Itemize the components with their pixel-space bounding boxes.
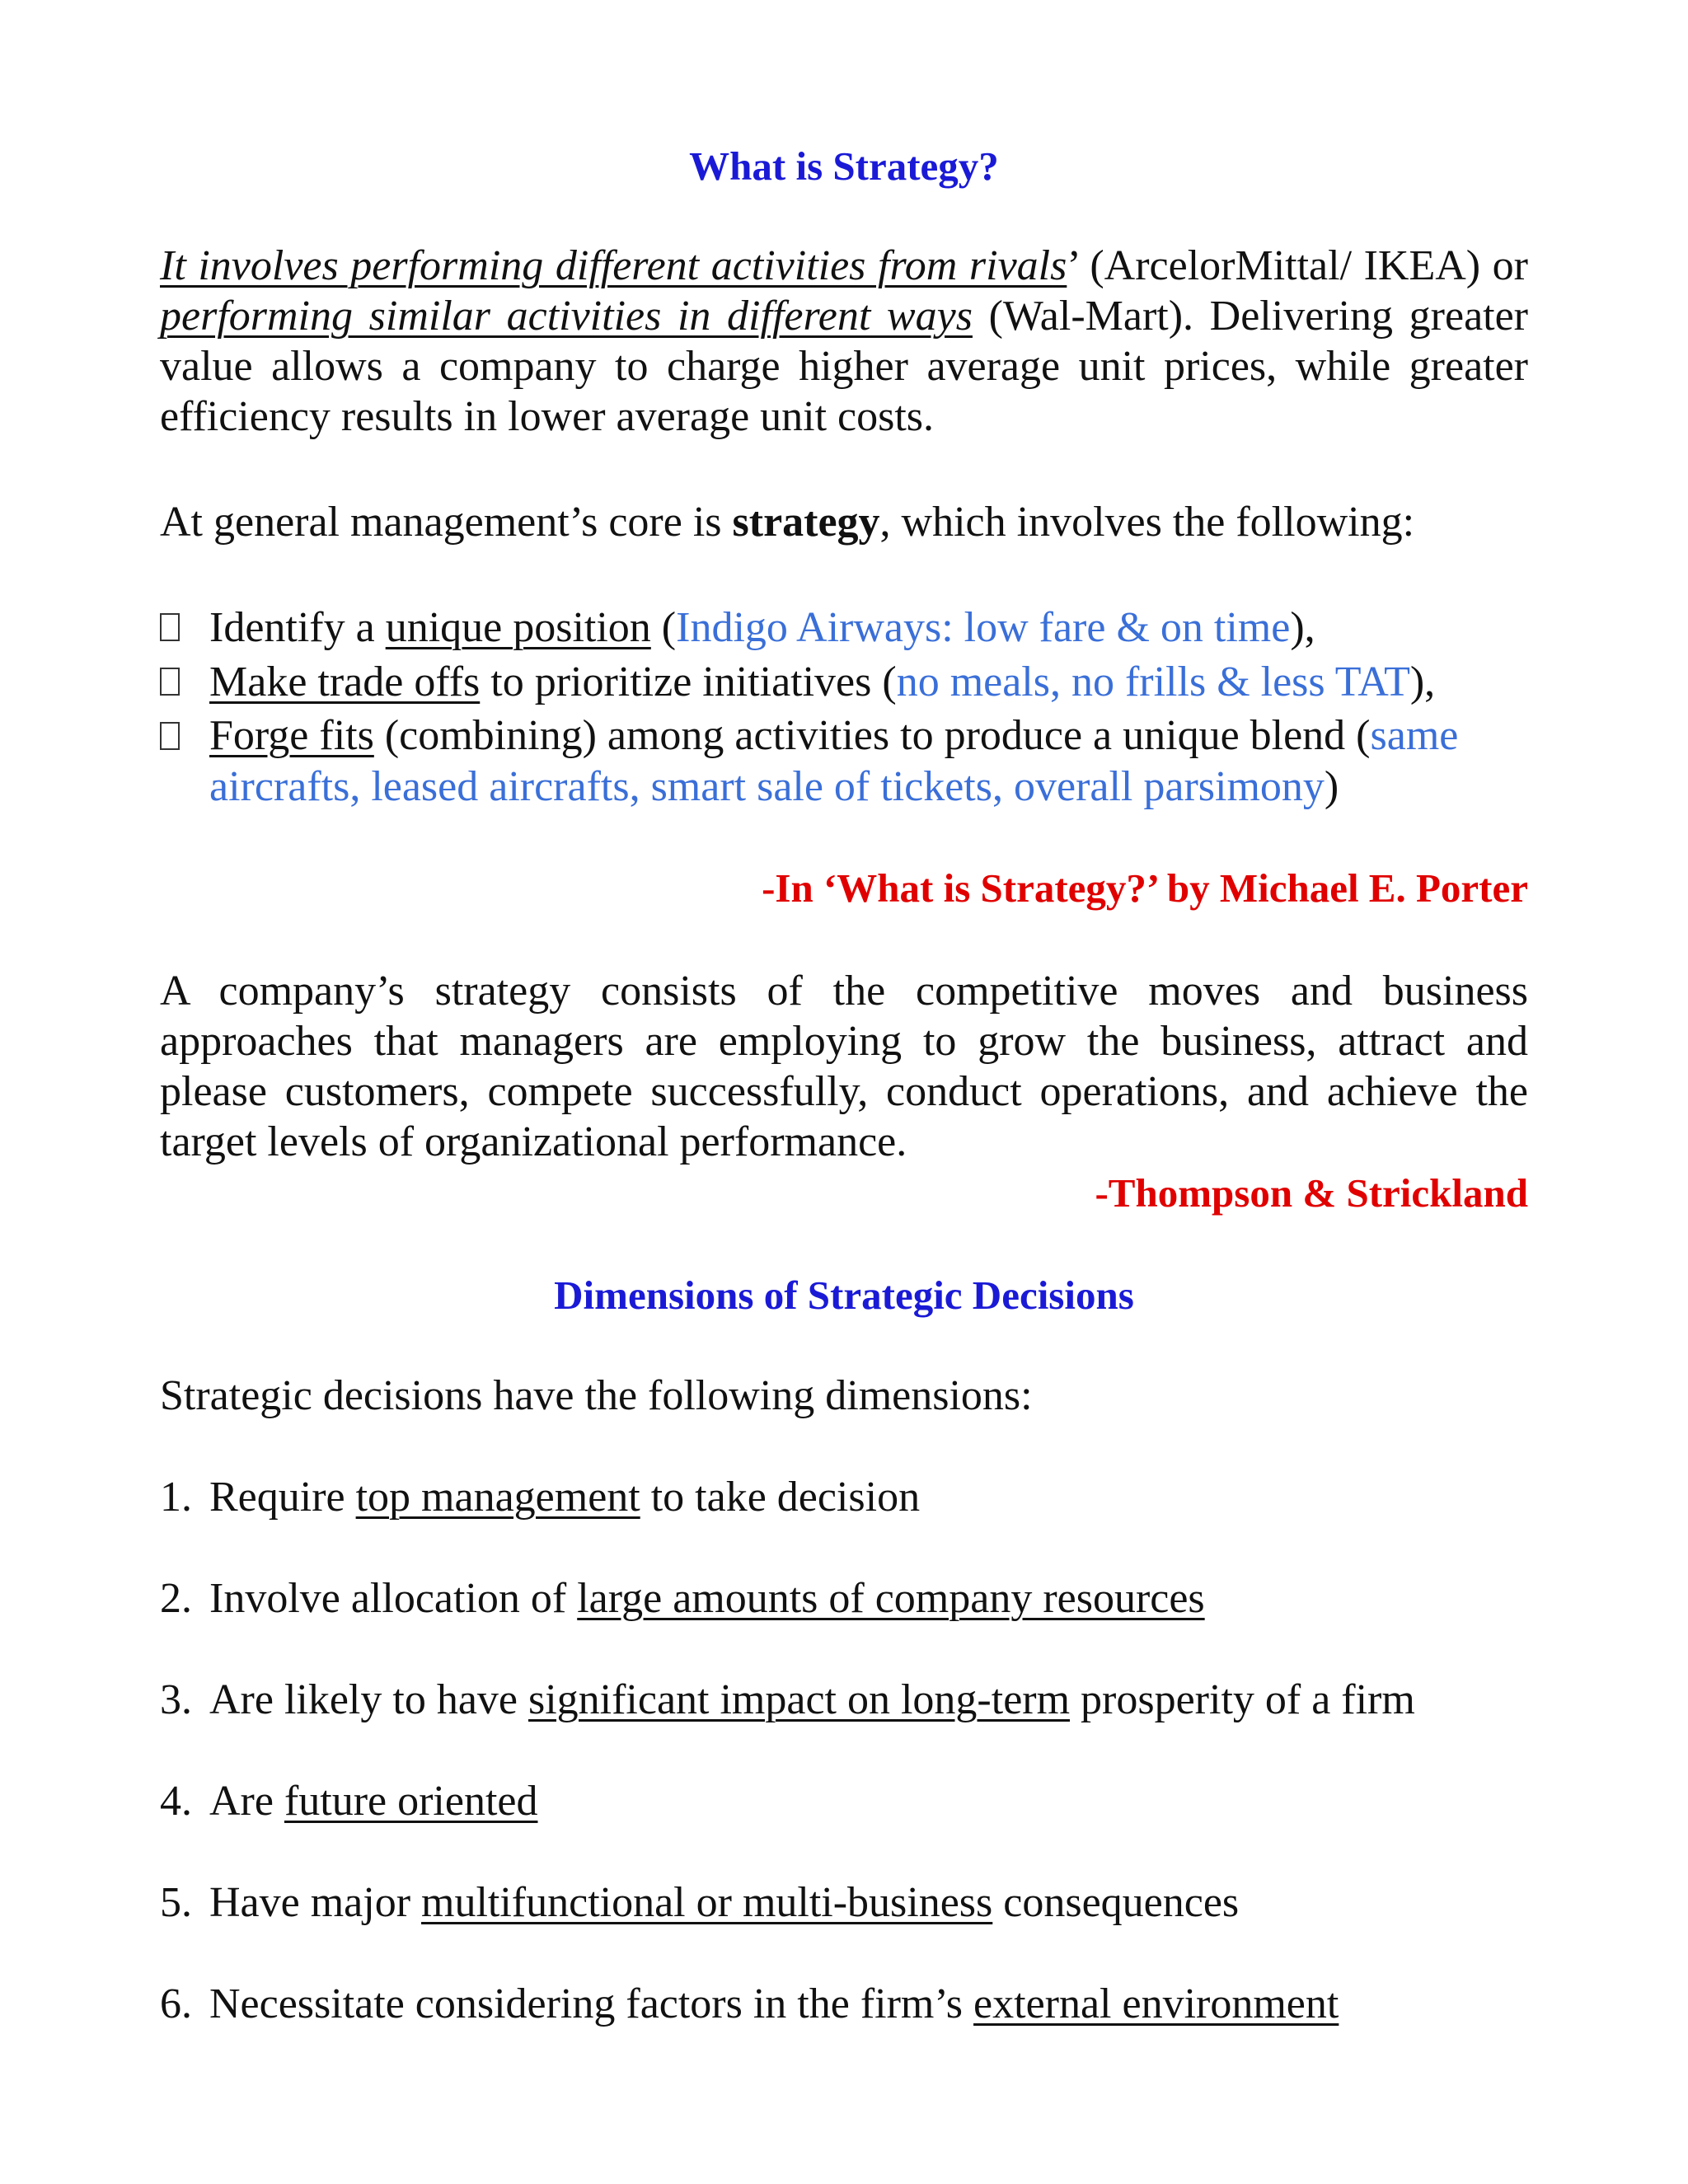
intro-underline-2: performing similar activities in different ways [160, 293, 973, 340]
bullet-box-icon [160, 722, 180, 750]
intro-paragraph [160, 241, 1528, 442]
core-bold: strategy [732, 499, 880, 546]
dimension-item-5: 5. Have major multifunctional or multi-business consequences [160, 1879, 1240, 1926]
thompson-attribution: -Thompson & Strickland [1095, 1170, 1528, 1216]
bullet-item-2: Make trade offs to prioritize initiatives (no meals, no frills & less TAT), [160, 656, 1528, 709]
bullet-box-icon [160, 613, 180, 641]
definition-paragraph [160, 966, 1528, 1167]
intro-underline-1: It involves performing different activities from rivals [160, 242, 1067, 289]
intro-text-2: (Wal-Mart). Delivering greater value allows a company to charge higher average unit prices, while greater efficiency results in lower average unit costs. [160, 293, 1528, 440]
dimensions-intro: Strategic decisions have the following dimensions: [160, 1372, 1033, 1419]
core-post: , which involves the following: [879, 499, 1415, 546]
bullet-3-example: same aircrafts, leased aircrafts, smart sale of tickets, overall parsimony [209, 712, 1459, 810]
core-sentence [160, 497, 1414, 547]
intro-text-1: ’ (ArcelorMittal/ IKEA) or [1067, 242, 1528, 289]
bullet-item-3: Forge fits (combining) among activities to produce a unique blend (same aircrafts, leased aircrafts, smart sale of tickets, overall parsimony) [160, 710, 1528, 816]
bullet-1-underline: unique position [385, 604, 651, 651]
heading-dimensions: Dimensions of Strategic Decisions [554, 1272, 1134, 1318]
core-pre: At general management’s core is [160, 499, 733, 546]
dimension-item-4: 4. Are future oriented [160, 1778, 538, 1825]
bullet-3-underline: Forge fits [209, 712, 374, 759]
bullet-item-1: Identify a unique position (Indigo Airways: low fare & on time), [160, 602, 1528, 654]
bullet-2-example: no meals, no frills & less TAT [896, 658, 1410, 705]
bullet-1-example: Indigo Airways: low fare & on time [676, 604, 1291, 651]
dimension-item-6: 6. Necessitate considering factors in the firm’s external environment [160, 1980, 1339, 2027]
dimension-item-2: 2. Involve allocation of large amounts of company resources [160, 1575, 1205, 1622]
definition-text: A company’s strategy consists of the competitive moves and business approaches that managers are employing to grow the business, attract and please customers, compete successfully, conduct operations, and achieve the target levels of organizational performance. [160, 968, 1528, 1165]
heading-what-is-strategy: What is Strategy? [689, 143, 999, 189]
porter-attribution: -In ‘What is Strategy?’ by Michael E. Porter [762, 865, 1528, 911]
bullet-2-underline: Make trade offs [209, 658, 481, 705]
bullet-box-icon [160, 668, 180, 696]
dimension-item-3: 3. Are likely to have significant impact on long-term prosperity of a firm [160, 1676, 1415, 1723]
dimension-item-1: 1. Require top management to take decision [160, 1474, 921, 1521]
